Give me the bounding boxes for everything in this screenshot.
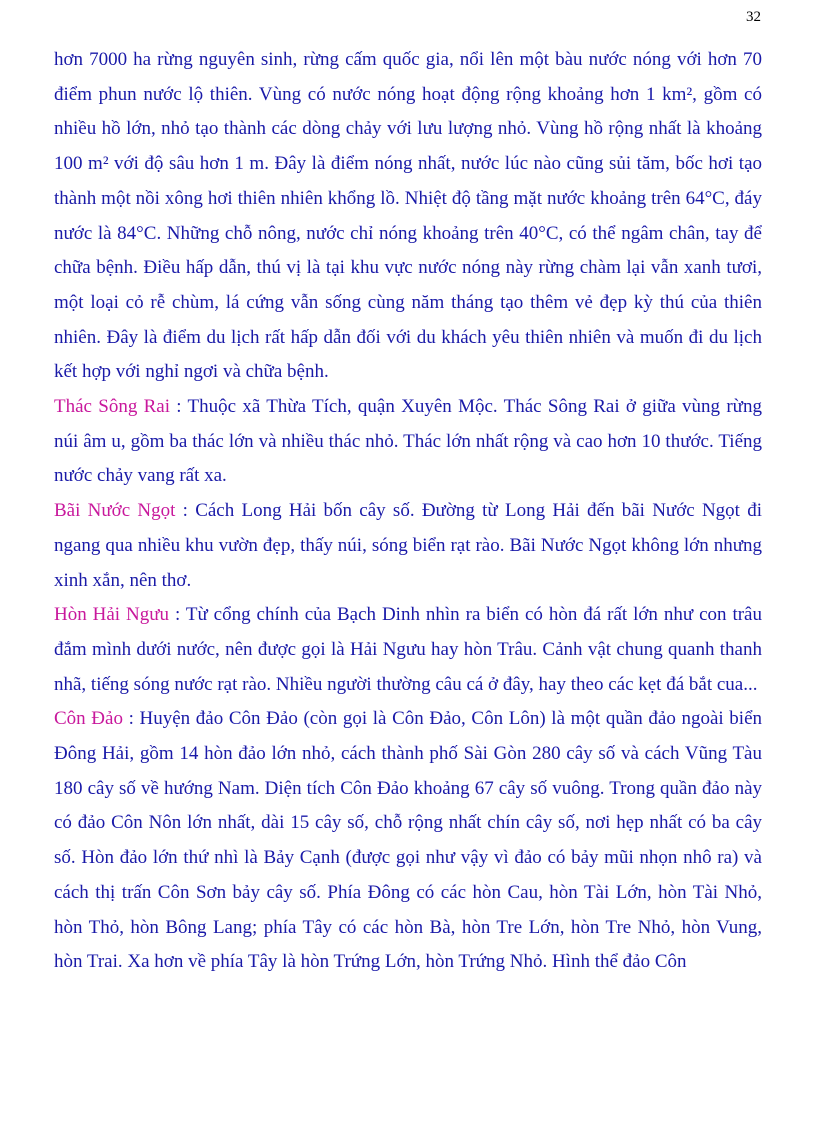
paragraph-nuoc-ngot-beach xyxy=(54,494,762,598)
section-heading-con-dao: Côn Đảo xyxy=(54,708,123,730)
paragraph-text: : Thuộc xã Thừa Tích, quận Xuyên Mộc. Thác Sông Rai ở giữa vùng rừng núi âm u, gồm ba thác lớn và nhiều thác nhỏ. Thác lớn nhất rộng và cao hơn 10 thước. Tiếng nước chảy vang rất xa. xyxy=(54,396,762,487)
paragraph-text: : Cách Long Hải bốn cây số. Đường từ Long Hải đến bãi Nước Ngọt đi ngang qua nhiều khu vườn đẹp, thấy núi, sóng biển rạt rào. Bãi Nước Ngọt không lớn nhưng xinh xắn, nên thơ. xyxy=(54,500,762,591)
paragraph-song-rai-waterfall xyxy=(54,390,762,494)
paragraph-hot-spring xyxy=(54,43,762,390)
paragraph-hai-nguu-island xyxy=(54,598,762,702)
section-heading-song-rai: Thác Sông Rai xyxy=(54,396,171,418)
paragraph-text: hơn 7000 ha rừng nguyên sinh, rừng cấm quốc gia, nổi lên một bàu nước nóng với hơn 70 điểm phun nước lộ thiên. Vùng có nước nóng hoạt động rộng khoảng hơn 1 km², gồm có nhiều hồ lớn, nhỏ tạo thành các dòng chảy với lưu lượng nhỏ. Vùng hồ rộng nhất là khoảng 100 m² với độ sâu hơn 1 m. Đây là điểm nóng nhất, nước lúc nào cũng sủi tăm, bốc hơi tạo thành một nồi xông hơi thiên nhiên khổng lồ. Nhiệt độ tầng mặt nước khoảng trên 64°C, đáy nước là 84°C. Những chỗ nông, nước chỉ nóng khoảng trên 40°C, có thể ngâm chân, tay để chữa bệnh. Điều hấp dẫn, thú vị là tại khu vực nước nóng này rừng chàm lại vẫn xanh tươi, một loại cỏ rễ chùm, lá cứng vẫn sống cùng năm tháng tạo thêm vẻ đẹp kỳ thú của thiên nhiên. Đây là điểm du lịch rất hấp dẫn đối với du khách yêu thiên nhiên và muốn đi du lịch kết hợp với nghỉ ngơi và chữa bệnh. xyxy=(54,49,762,383)
section-heading-nuoc-ngot: Bãi Nước Ngọt xyxy=(54,500,176,522)
document-body xyxy=(54,43,762,980)
paragraph-text: : Huyện đảo Côn Đảo (còn gọi là Côn Đảo, Côn Lôn) là một quần đảo ngoài biển Đông Hải, gồm 14 hòn đảo lớn nhỏ, cách thành phố Sài Gòn 280 cây số và cách Vũng Tàu 180 cây số về hướng Nam. Diện tích Côn Đảo khoảng 67 cây số vuông. Trong quần đảo này có đảo Côn Nôn lớn nhất, dài 15 cây số, chỗ rộng nhất chín cây số, nơi hẹp nhất có ba cây số. Hòn đảo lớn thứ nhì là Bảy Cạnh (được gọi như vậy vì đảo có bảy mũi nhọn nhô ra) và cách thị trấn Côn Sơn bảy cây số. Phía Đông có các hòn Cau, hòn Tài Lớn, hòn Tài Nhỏ, hòn Thỏ, hòn Bông Lang; phía Tây có các hòn Bà, hòn Tre Lớn, hòn Tre Nhỏ, hòn Vung, hòn Trai. Xa hơn về phía Tây là hòn Trứng Lớn, hòn Trứng Nhỏ. Hình thể đảo Côn xyxy=(54,708,763,973)
section-heading-hai-nguu: Hòn Hải Ngưu xyxy=(54,604,170,626)
paragraph-con-dao xyxy=(54,702,762,980)
page-number: 32 xyxy=(746,9,761,25)
paragraph-text: : Từ cổng chính của Bạch Dinh nhìn ra biển có hòn đá rất lớn như con trâu đắm mình dưới nước, nên được gọi là Hải Ngưu hay hòn Trâu. Cảnh vật chung quanh thanh nhã, tiếng sóng nước rạt rào. Nhiều người thường câu cá ở đây, hay theo các kẹt đá bắt cua... xyxy=(54,604,762,695)
